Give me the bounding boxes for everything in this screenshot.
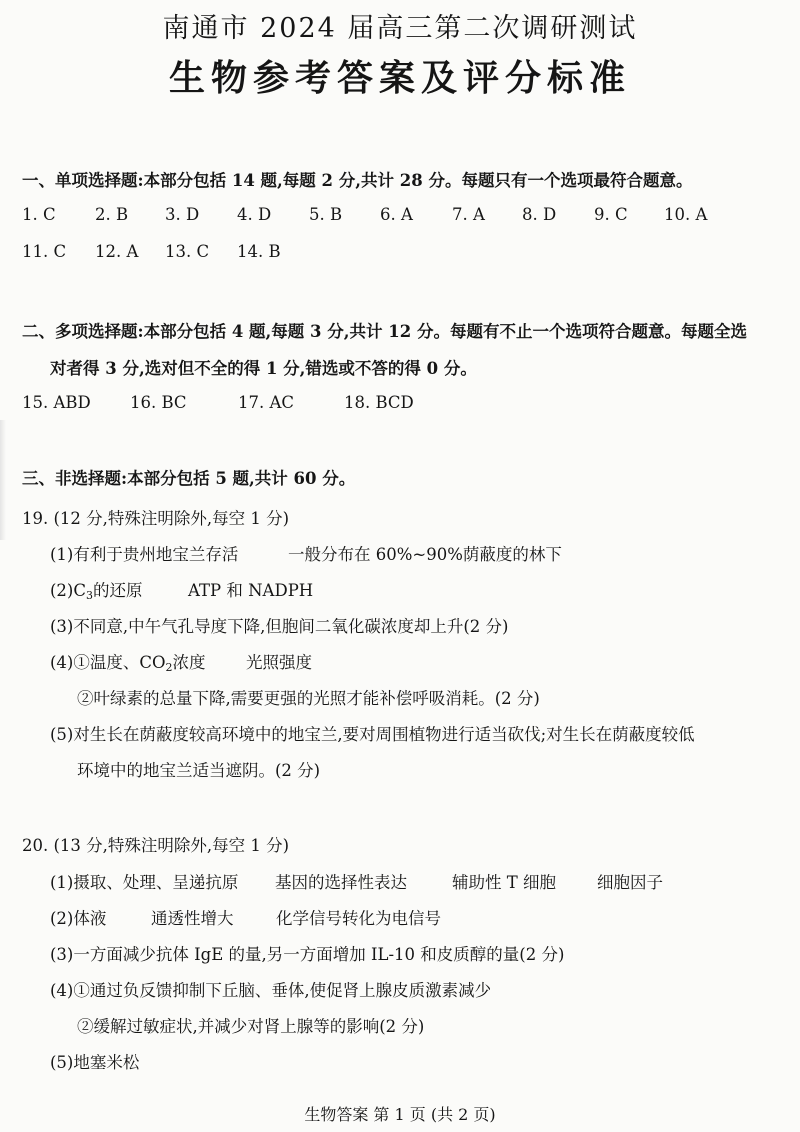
answer-item: 17. AC — [238, 393, 295, 412]
q19-answer-3: (3)不同意,中午气孔导度下降,但胞间二氧化碳浓度却上升(2 分) — [50, 617, 509, 636]
answer-item: 9. C — [594, 205, 628, 224]
q19-answer-2a-pre: (2)C — [50, 581, 86, 600]
answer-item: 18. BCD — [344, 393, 414, 412]
answer-item: 5. B — [309, 205, 343, 224]
subscript: 3 — [86, 589, 93, 602]
q19-answer-1a: (1)有利于贵州地宝兰存活 — [50, 545, 239, 564]
answer-item: 3. D — [165, 205, 200, 224]
q19-answer-2b: ATP 和 NADPH — [188, 581, 314, 600]
q19-answer-4a-pre: (4)①温度、CO — [50, 653, 166, 672]
q20-answer-1a: (1)摄取、处理、呈递抗原 — [50, 873, 239, 892]
q19-answer-5-cont: 环境中的地宝兰适当遮阴。(2 分) — [77, 761, 321, 780]
answer-item: 14. B — [237, 242, 281, 261]
document-title: 南通市 2024 届高三第二次调研测试 — [162, 13, 638, 44]
answer-item: 15. ABD — [22, 393, 91, 412]
q20-answer-1d: 细胞因子 — [597, 873, 663, 892]
q19-answer-5: (5)对生长在荫蔽度较高环境中的地宝兰,要对周围植物进行适当砍伐;对生长在荫蔽度较低 — [50, 725, 695, 744]
answer-item: 1. C — [22, 205, 56, 224]
q20-answer-2a: (2)体液 — [50, 909, 107, 928]
document-subtitle: 生物参考答案及评分标准 — [168, 57, 631, 99]
page-edge-shadow — [0, 420, 6, 540]
q20-answer-5: (5)地塞米松 — [50, 1053, 140, 1072]
answer-item: 11. C — [22, 242, 67, 261]
q19-answer-4c: ②叶绿素的总量下降,需要更强的光照才能补偿呼吸消耗。(2 分) — [77, 689, 540, 708]
section3-heading: 三、非选择题:本部分包括 5 题,共计 60 分。 — [22, 469, 356, 488]
q20-header: 20. (13 分,特殊注明除外,每空 1 分) — [22, 836, 290, 855]
q19-answer-4a — [50, 649, 206, 674]
answer-item: 7. A — [452, 205, 485, 224]
answer-item: 8. D — [522, 205, 557, 224]
answer-item: 4. D — [237, 205, 272, 224]
answer-item: 12. A — [95, 242, 139, 261]
section1-heading: 一、单项选择题:本部分包括 14 题,每题 2 分,共计 28 分。每题只有一个选项最符合题意。 — [22, 171, 693, 190]
q20-answer-1c: 辅助性 T 细胞 — [452, 873, 556, 892]
q19-answer-4a-post: 浓度 — [172, 653, 206, 672]
q20-answer-1b: 基因的选择性表达 — [275, 873, 407, 892]
q20-answer-4a: (4)①通过负反馈抑制下丘脑、垂体,使促肾上腺皮质激素减少 — [50, 981, 492, 1000]
answer-item: 10. A — [664, 205, 708, 224]
section2-heading-cont: 对者得 3 分,选对但不全的得 1 分,错选或不答的得 0 分。 — [50, 359, 477, 378]
section2-heading: 二、多项选择题:本部分包括 4 题,每题 3 分,共计 12 分。每题有不止一个选项符合题意。每题全选 — [22, 322, 747, 341]
q20-answer-2c: 化学信号转化为电信号 — [276, 909, 441, 928]
answer-item: 6. A — [380, 205, 413, 224]
q20-answer-2b: 通透性增大 — [151, 909, 234, 928]
q19-answer-2a — [50, 577, 143, 602]
q19-answer-2a-post: 的还原 — [93, 581, 143, 600]
q19-answer-1b: 一般分布在 60%~90%荫蔽度的林下 — [288, 545, 562, 564]
subscript: 2 — [165, 661, 173, 674]
answer-item: 16. BC — [130, 393, 187, 412]
q19-answer-4b: 光照强度 — [246, 653, 312, 672]
answer-item: 2. B — [95, 205, 129, 224]
answer-item: 13. C — [165, 242, 210, 261]
page-footer: 生物答案 第 1 页 (共 2 页) — [304, 1105, 496, 1124]
q20-answer-3: (3)一方面减少抗体 IgE 的量,另一方面增加 IL-10 和皮质醇的量(2 分) — [50, 945, 565, 964]
q19-header: 19. (12 分,特殊注明除外,每空 1 分) — [22, 509, 290, 528]
q20-answer-4b: ②缓解过敏症状,并减少对肾上腺等的影响(2 分) — [77, 1017, 425, 1036]
